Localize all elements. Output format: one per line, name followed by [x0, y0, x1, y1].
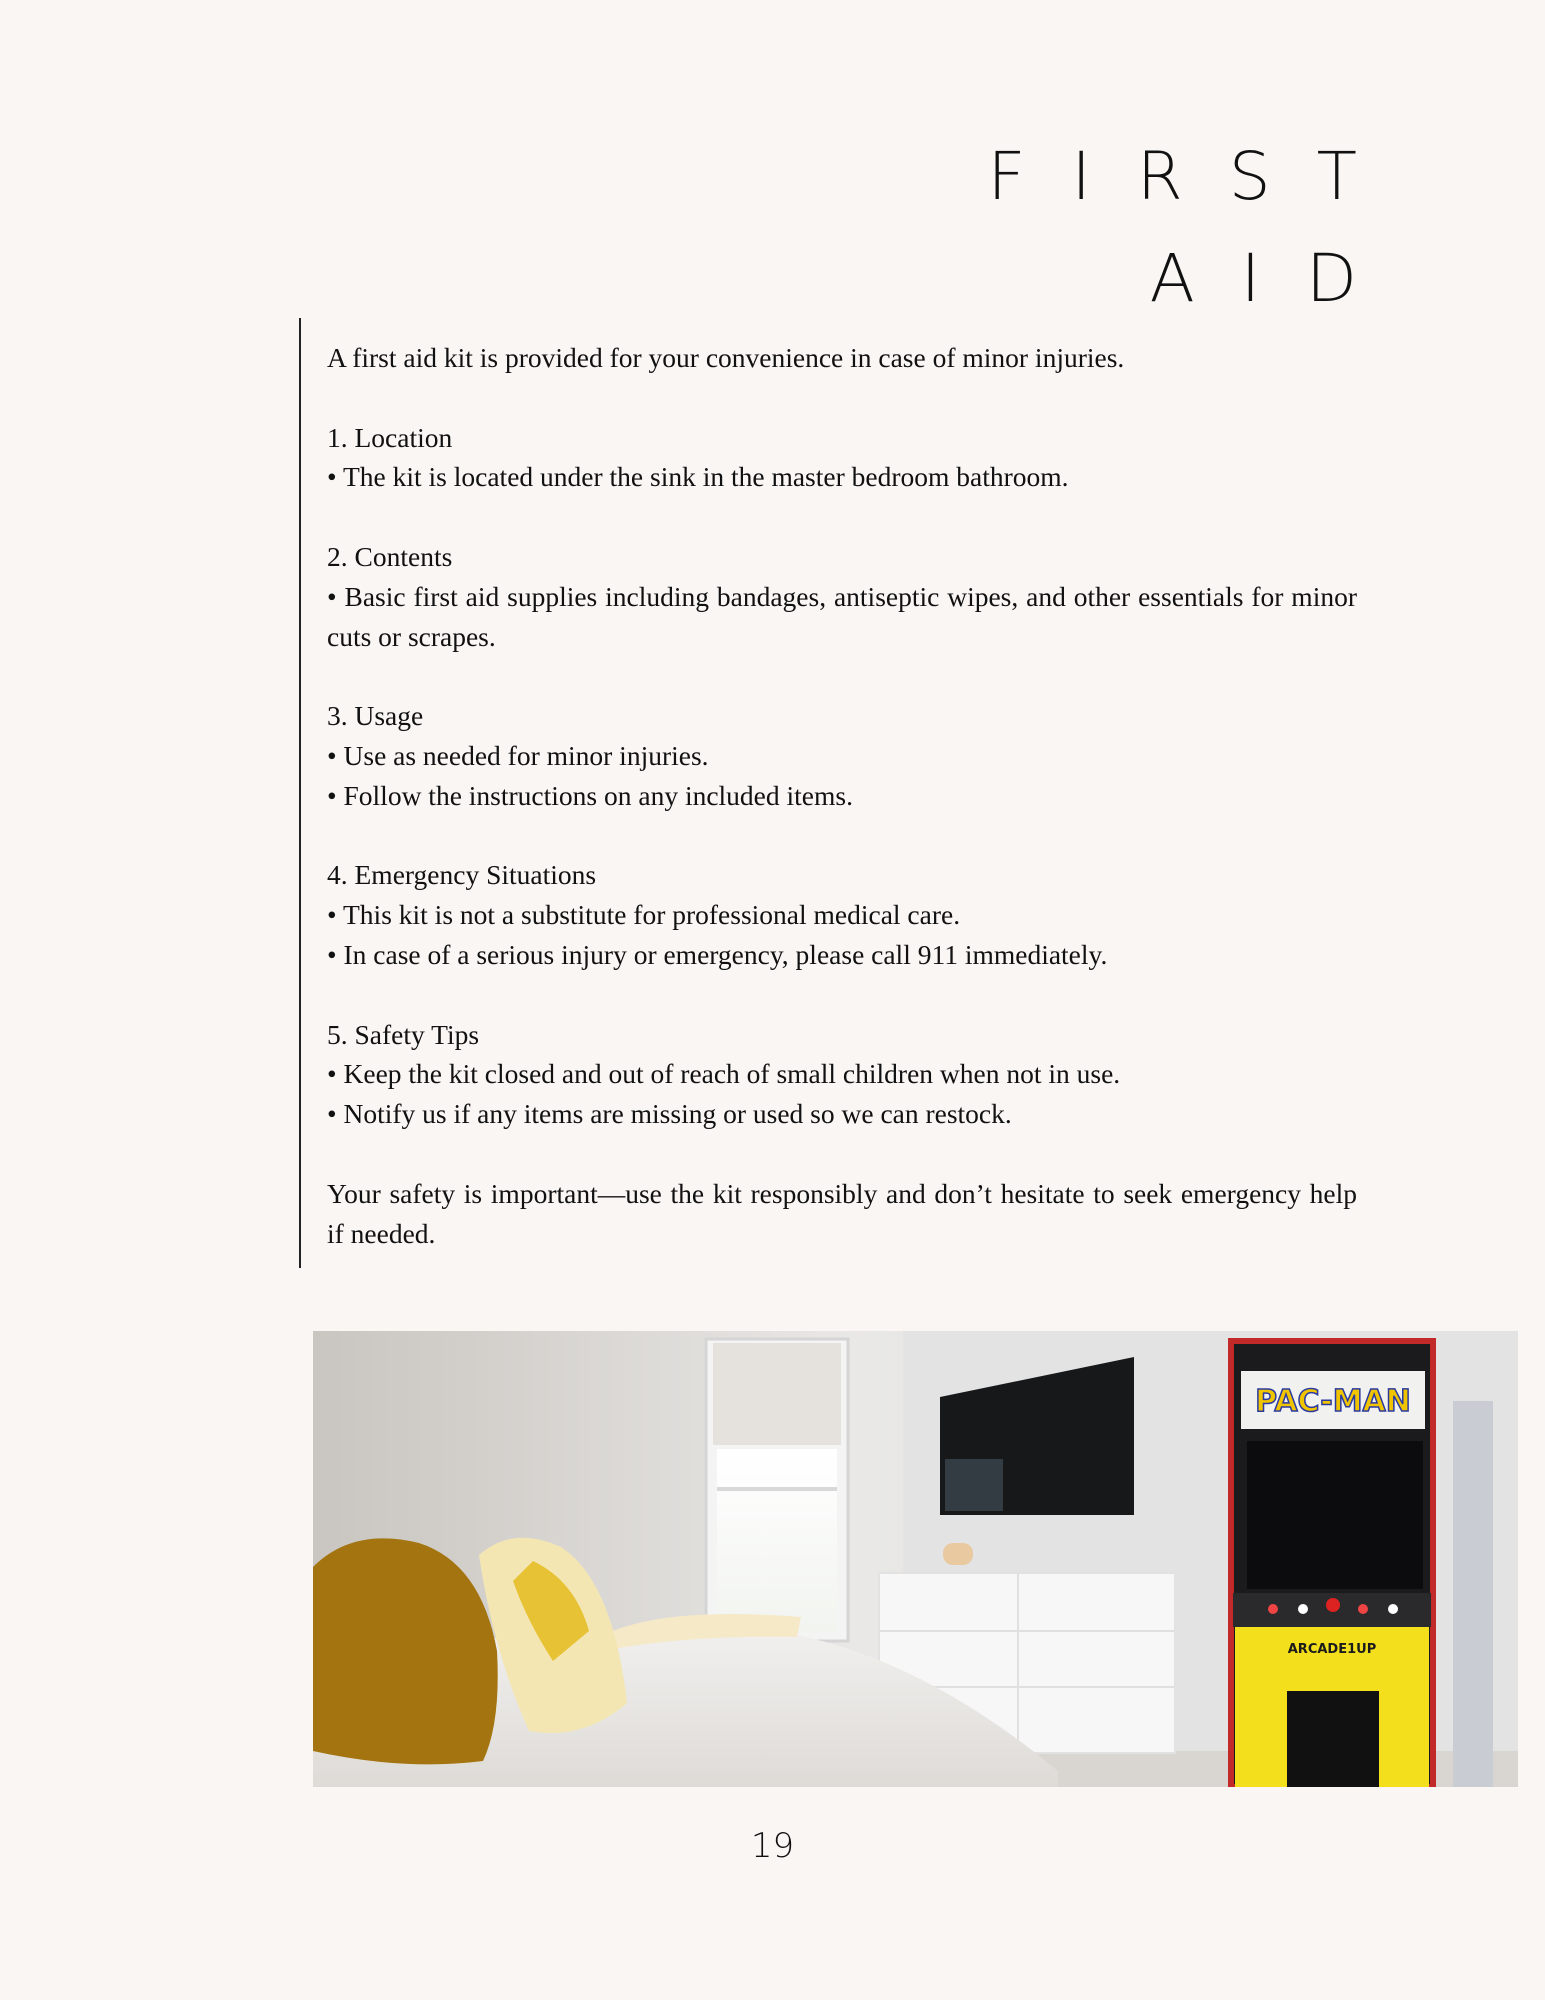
arcade-screen — [1247, 1441, 1423, 1589]
page-number: 19 — [750, 1826, 795, 1866]
lamp — [943, 1543, 973, 1565]
closing-text: Your safety is important—use the kit responsibly and don’t hesitate to seek emergency help if needed. — [327, 1177, 1357, 1249]
section-heading: 3. Usage — [327, 700, 424, 732]
section-bullet: • Follow the instructions on any included items. — [327, 779, 853, 811]
section-bullet: • This kit is not a substitute for professional medical care. — [327, 899, 961, 931]
title-line-2: AID — [1149, 240, 1403, 317]
section-heading: 1. Location — [327, 421, 453, 453]
vertical-rule — [299, 318, 301, 1268]
section-bullet: • The kit is located under the sink in the master bedroom bathroom. — [327, 461, 1069, 493]
section-safety-tips — [327, 1015, 1357, 1134]
section-usage — [327, 696, 1357, 815]
bedroom-photo — [313, 1331, 1518, 1787]
section-bullet: • Use as needed for minor injuries. — [327, 739, 709, 771]
window-shade — [713, 1343, 841, 1445]
section-location — [327, 418, 1357, 498]
arcade-label: ARCADE1UP — [1287, 1642, 1377, 1657]
section-heading: 4. Emergency Situations — [327, 859, 597, 891]
section-bullet: • Basic first aid supplies including bandages, antiseptic wipes, and other essentials for minor cuts or scrapes. — [327, 580, 1357, 652]
title-line-1: FIRST — [987, 138, 1403, 215]
intro-text: A first aid kit is provided for your convenience in case of minor injuries. — [327, 342, 1125, 373]
content-body — [327, 338, 1357, 1293]
section-bullet: • Notify us if any items are missing or used so we can restock. — [327, 1098, 1012, 1130]
section-contents — [327, 537, 1357, 656]
section-heading: 5. Safety Tips — [327, 1018, 480, 1050]
section-emergency — [327, 855, 1357, 974]
window-glass — [717, 1449, 837, 1633]
coin-door — [1287, 1691, 1379, 1787]
section-heading: 2. Contents — [327, 540, 453, 572]
section-bullet: • In case of a serious injury or emergency, please call 911 immediately. — [327, 938, 1108, 970]
section-bullet: • Keep the kit closed and out of reach of small children when not in use. — [327, 1058, 1121, 1090]
arcade-marquee: PAC-MAN — [1255, 1384, 1411, 1419]
